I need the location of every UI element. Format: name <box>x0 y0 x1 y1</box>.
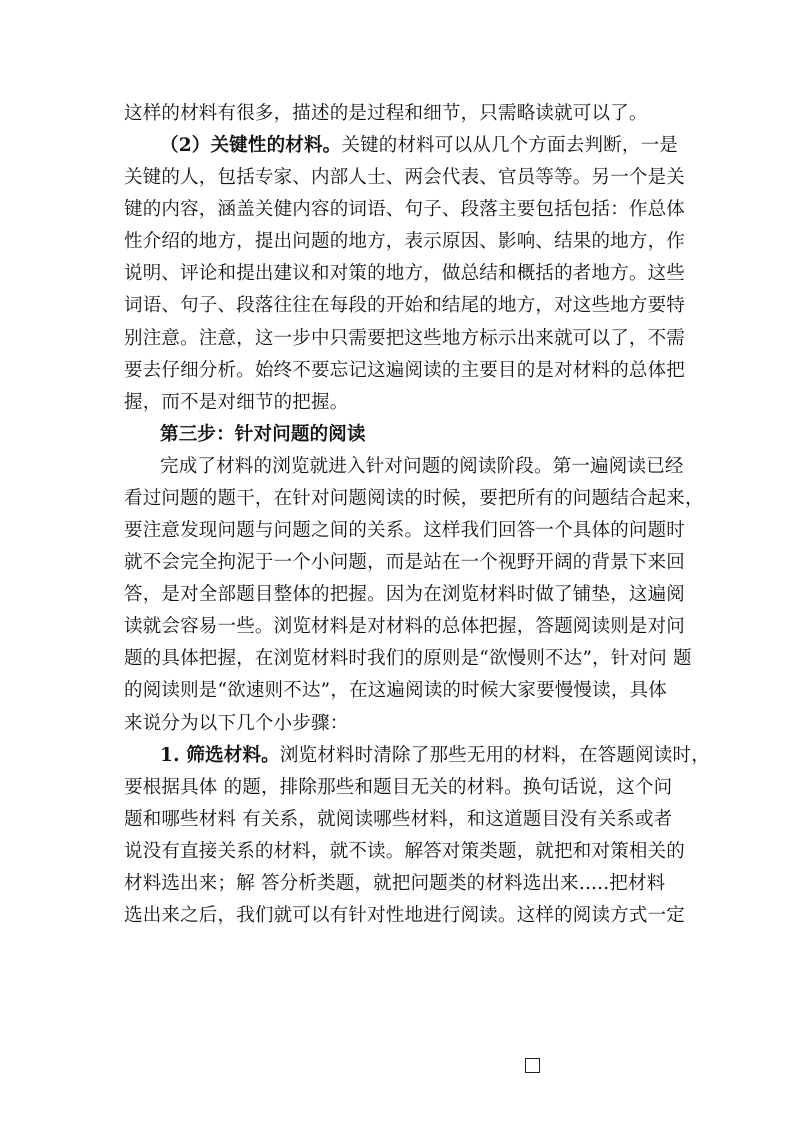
section-lead: （2）关键性的材料。 <box>160 135 342 156</box>
text-line: 材料选出来；解 答分析类题，就把问题类的材料选出来.....把材料 <box>124 873 666 894</box>
text-line: 看过问题的题干，在针对问题阅读的时候，要把所有的问题结合起来， <box>124 488 704 509</box>
line-text: 浏览材料时清除了那些无用的材料，在答题阅读时， <box>279 745 710 766</box>
line-text: 关键的材料可以从几个方面去判断，一是 <box>341 135 678 156</box>
text-line: 读就会容易一些。浏览材料是对材料的总体把握，答题阅读则是对问 <box>124 616 686 637</box>
text-line: 要注意发现问题与问题之间的关系。这样我们回答一个具体的问题时 <box>124 520 686 541</box>
page-marker-box <box>525 1058 540 1073</box>
text-line: 要根据具体 的题，排除那些和题目无关的材料。换句话说，这个问 <box>124 777 673 798</box>
text-line: 选出来之后，我们就可以有针对性地进行阅读。这样的阅读方式一定 <box>124 905 686 926</box>
text-line: 性介绍的地方，提出问题的地方，表示原因、影响、结果的地方，作 <box>124 231 686 252</box>
step-lead: 1. 筛选材料。 <box>160 745 280 766</box>
text-line: 完成了材料的浏览就进入针对问题的阅读阶段。第一遍阅读已经 <box>160 456 684 477</box>
text-line: 题和哪些材料 有关系，就阅读哪些材料，和这道题目没有关系或者 <box>124 809 673 830</box>
text-line: 词语、句子、段落往往在每段的开始和结尾的地方，对这些地方要特 <box>124 295 686 316</box>
text-line: 来说分为以下几个小步骤： <box>124 713 349 734</box>
text-line: 这样的材料有很多，描述的是过程和细节，只需略读就可以了。 <box>124 103 648 124</box>
text-line: 答，是对全部题目整体的把握。因为在浏览材料时做了铺垫，这遍阅 <box>124 584 686 605</box>
text-line: 键的内容，涵盖关健内容的词语、句子、段落主要包括包括：作总体 <box>124 199 686 220</box>
text-line: 别注意。注意，这一步中只需要把这些地方标示出来就可以了，不需 <box>124 328 686 349</box>
text-line: 的阅读则是“欲速则不达”，在这遍阅读的时候大家要慢慢读，具体 <box>124 680 667 701</box>
text-line: 说没有直接关系的材料，就不读。解答对策类题，就把和对策相关的 <box>124 841 686 862</box>
text-line <box>160 130 684 162</box>
text-line: 握，而不是对细节的把握。 <box>124 392 349 413</box>
text-line: 说明、评论和提出建议和对策的地方，做总结和概括的者地方。这些 <box>124 263 686 284</box>
text-line: 关键的人，包括专家、内部人士、两会代表、官员等等。另一个是关 <box>124 167 686 188</box>
section-heading: 第三步：针对问题的阅读 <box>160 424 366 445</box>
text-line: 要去仔细分析。始终不要忘记这遍阅读的主要目的是对材料的总体把 <box>124 360 686 381</box>
text-line <box>160 740 710 772</box>
text-line: 题的具体把握，在浏览材料时我们的原则是“欲慢则不达”，针对问 题 <box>124 648 692 669</box>
text-line: 就不会完全拘泥于一个小问题，而是站在一个视野开阔的背景下来回 <box>124 552 686 573</box>
